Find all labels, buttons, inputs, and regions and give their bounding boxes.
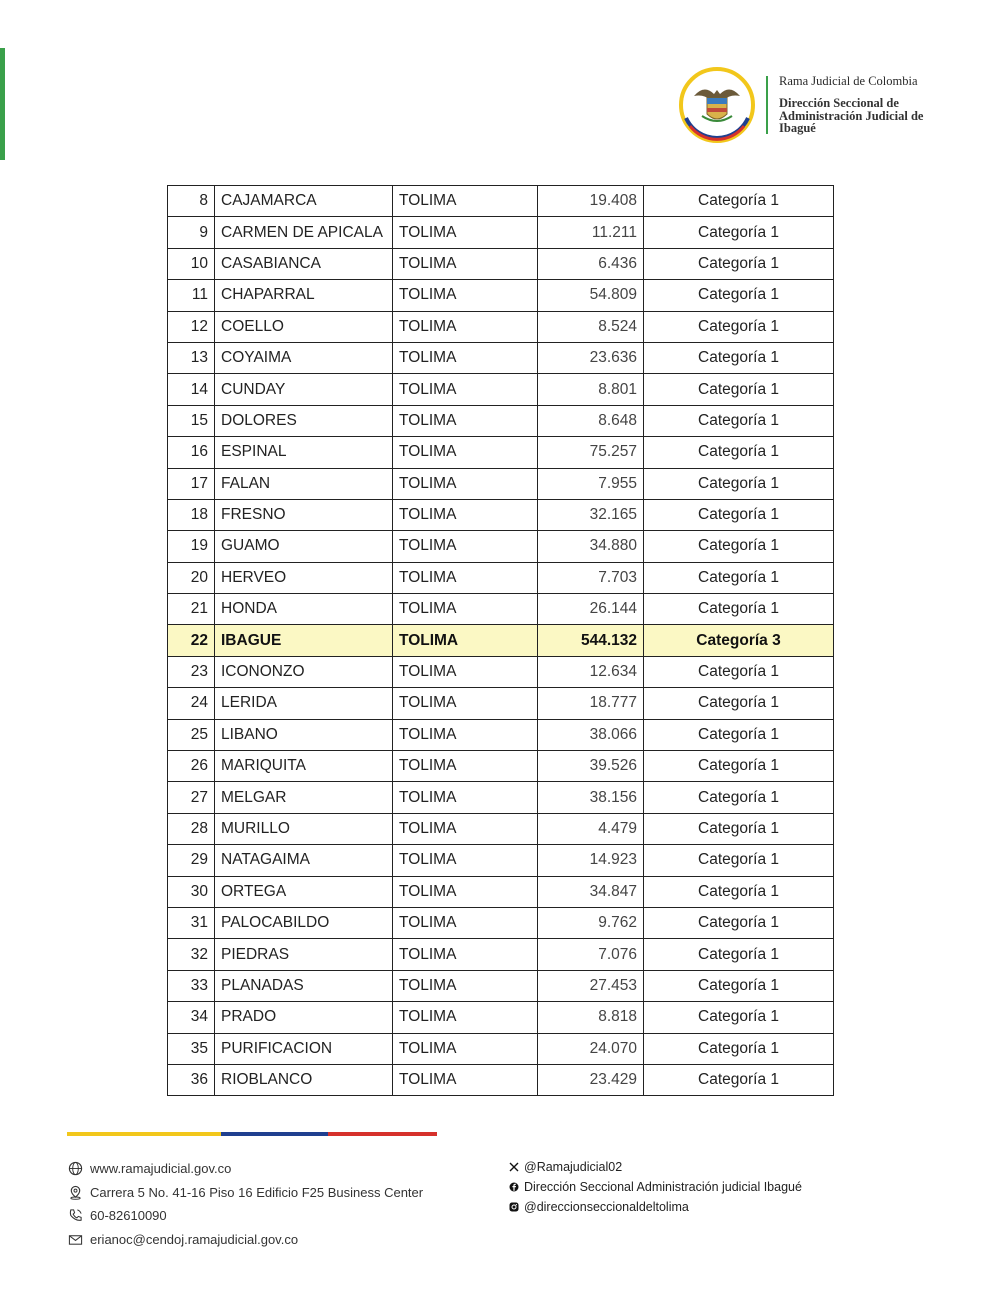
population-cell: 8.524 xyxy=(538,311,644,342)
table-row xyxy=(168,280,834,311)
category-cell: Categoría 1 xyxy=(644,939,834,970)
municipality-cell: MARIQUITA xyxy=(215,751,393,782)
municipality-cell: ESPINAL xyxy=(215,437,393,468)
table-row xyxy=(168,688,834,719)
department-cell: TOLIMA xyxy=(393,594,538,625)
department-cell: TOLIMA xyxy=(393,782,538,813)
category-cell: Categoría 1 xyxy=(644,782,834,813)
population-cell: 38.156 xyxy=(538,782,644,813)
x-twitter-icon xyxy=(508,1162,519,1173)
category-cell: Categoría 1 xyxy=(644,437,834,468)
municipality-cell: LERIDA xyxy=(215,688,393,719)
category-cell: Categoría 1 xyxy=(644,813,834,844)
category-cell: Categoría 1 xyxy=(644,248,834,279)
category-cell: Categoría 1 xyxy=(644,468,834,499)
department-cell: TOLIMA xyxy=(393,907,538,938)
department-cell: TOLIMA xyxy=(393,342,538,373)
population-cell: 23.429 xyxy=(538,1064,644,1095)
table-row xyxy=(168,186,834,217)
row-number-cell: 26 xyxy=(168,751,215,782)
org-name: Rama Judicial de Colombia xyxy=(779,74,918,88)
category-cell: Categoría 1 xyxy=(644,531,834,562)
table-row xyxy=(168,531,834,562)
population-cell: 7.703 xyxy=(538,562,644,593)
mail-icon xyxy=(67,1231,83,1247)
category-cell: Categoría 1 xyxy=(644,656,834,687)
address-line xyxy=(67,1181,423,1205)
row-number-cell: 25 xyxy=(168,719,215,750)
department-cell: TOLIMA xyxy=(393,688,538,719)
population-cell: 38.066 xyxy=(538,719,644,750)
population-cell: 19.408 xyxy=(538,186,644,217)
municipality-cell: PALOCABILDO xyxy=(215,907,393,938)
address-text: Carrera 5 No. 41-16 Piso 16 Edificio F25 Business Center xyxy=(90,1184,424,1200)
municipality-cell: CARMEN DE APICALA xyxy=(215,217,393,248)
phone-number[interactable]: 60-82610090 xyxy=(90,1208,167,1224)
population-cell: 12.634 xyxy=(538,656,644,687)
table-row xyxy=(168,499,834,530)
row-number-cell: 32 xyxy=(168,939,215,970)
department-cell: TOLIMA xyxy=(393,656,538,687)
population-cell: 75.257 xyxy=(538,437,644,468)
email-line[interactable] xyxy=(67,1228,423,1252)
population-cell: 54.809 xyxy=(538,280,644,311)
category-cell: Categoría 1 xyxy=(644,970,834,1001)
population-cell: 9.762 xyxy=(538,907,644,938)
municipality-cell: CASABIANCA xyxy=(215,248,393,279)
table-row xyxy=(168,719,834,750)
category-cell: Categoría 1 xyxy=(644,217,834,248)
department-cell: TOLIMA xyxy=(393,813,538,844)
category-cell: Categoría 1 xyxy=(644,1033,834,1064)
category-cell: Categoría 1 xyxy=(644,562,834,593)
row-number-cell: 31 xyxy=(168,907,215,938)
row-number-cell: 29 xyxy=(168,845,215,876)
row-number-cell: 15 xyxy=(168,405,215,436)
population-cell: 26.144 xyxy=(538,594,644,625)
table-row xyxy=(168,751,834,782)
municipality-cell: PRADO xyxy=(215,1002,393,1033)
phone-line[interactable] xyxy=(67,1204,423,1228)
table-row xyxy=(168,374,834,405)
municipality-cell: LIBANO xyxy=(215,719,393,750)
instagram-icon xyxy=(508,1202,519,1213)
row-number-cell: 23 xyxy=(168,656,215,687)
header-text xyxy=(779,74,929,135)
population-cell: 544.132 xyxy=(538,625,644,656)
location-pin-icon xyxy=(67,1184,83,1200)
row-number-cell: 19 xyxy=(168,531,215,562)
stripe-red xyxy=(328,1132,437,1136)
department-cell: TOLIMA xyxy=(393,939,538,970)
municipality-cell: GUAMO xyxy=(215,531,393,562)
municipality-cell: HERVEO xyxy=(215,562,393,593)
category-cell: Categoría 3 xyxy=(644,625,834,656)
table-row xyxy=(168,845,834,876)
category-cell: Categoría 1 xyxy=(644,907,834,938)
municipality-cell: HONDA xyxy=(215,594,393,625)
category-cell: Categoría 1 xyxy=(644,280,834,311)
website-line[interactable] xyxy=(67,1157,423,1181)
table-row xyxy=(168,876,834,907)
phone-icon xyxy=(67,1208,83,1224)
dept-name: Dirección Seccional de Administración Judicial de Ibagué xyxy=(779,96,924,135)
facebook-icon xyxy=(508,1182,519,1193)
row-number-cell: 12 xyxy=(168,311,215,342)
facebook-line[interactable] xyxy=(508,1177,802,1197)
coat-of-arms-seal-icon xyxy=(678,66,756,144)
department-cell: TOLIMA xyxy=(393,374,538,405)
municipality-cell: FRESNO xyxy=(215,499,393,530)
population-cell: 39.526 xyxy=(538,751,644,782)
category-cell: Categoría 1 xyxy=(644,845,834,876)
population-cell: 24.070 xyxy=(538,1033,644,1064)
twitter-handle[interactable]: @Ramajudicial02 xyxy=(524,1160,623,1174)
row-number-cell: 14 xyxy=(168,374,215,405)
row-number-cell: 27 xyxy=(168,782,215,813)
row-number-cell: 24 xyxy=(168,688,215,719)
facebook-page[interactable]: Dirección Seccional Administración judicial Ibagué xyxy=(524,1180,802,1194)
municipality-cell: RIOBLANCO xyxy=(215,1064,393,1095)
category-cell: Categoría 1 xyxy=(644,186,834,217)
category-cell: Categoría 1 xyxy=(644,311,834,342)
category-cell: Categoría 1 xyxy=(644,405,834,436)
municipality-cell: ORTEGA xyxy=(215,876,393,907)
category-cell: Categoría 1 xyxy=(644,1064,834,1095)
municipality-cell: FALAN xyxy=(215,468,393,499)
municipality-cell: CAJAMARCA xyxy=(215,186,393,217)
contact-info xyxy=(67,1157,423,1251)
category-cell: Categoría 1 xyxy=(644,499,834,530)
header-divider xyxy=(766,76,768,134)
department-cell: TOLIMA xyxy=(393,217,538,248)
row-number-cell: 20 xyxy=(168,562,215,593)
department-cell: TOLIMA xyxy=(393,845,538,876)
municipality-cell: COELLO xyxy=(215,311,393,342)
department-cell: TOLIMA xyxy=(393,1064,538,1095)
table-row xyxy=(168,970,834,1001)
municipality-cell: IBAGUE xyxy=(215,625,393,656)
table-body xyxy=(168,186,834,1096)
municipality-cell: CHAPARRAL xyxy=(215,280,393,311)
municipality-cell: MURILLO xyxy=(215,813,393,844)
population-cell: 8.648 xyxy=(538,405,644,436)
letterhead xyxy=(678,66,978,146)
population-cell: 11.211 xyxy=(538,217,644,248)
table-row xyxy=(168,813,834,844)
category-cell: Categoría 1 xyxy=(644,594,834,625)
population-cell: 18.777 xyxy=(538,688,644,719)
row-number-cell: 17 xyxy=(168,468,215,499)
footer-flag-stripe xyxy=(67,1132,437,1136)
department-cell: TOLIMA xyxy=(393,1033,538,1064)
category-cell: Categoría 1 xyxy=(644,688,834,719)
table-row xyxy=(168,405,834,436)
row-number-cell: 30 xyxy=(168,876,215,907)
website-link[interactable]: www.ramajudicial.gov.co xyxy=(90,1161,232,1177)
table-row xyxy=(168,468,834,499)
population-cell: 8.818 xyxy=(538,1002,644,1033)
municipality-cell: PLANADAS xyxy=(215,970,393,1001)
table-row xyxy=(168,594,834,625)
department-cell: TOLIMA xyxy=(393,531,538,562)
municipality-cell: CUNDAY xyxy=(215,374,393,405)
table-row xyxy=(168,939,834,970)
municipality-cell: PIEDRAS xyxy=(215,939,393,970)
table-row xyxy=(168,217,834,248)
population-cell: 7.955 xyxy=(538,468,644,499)
department-cell: TOLIMA xyxy=(393,280,538,311)
population-cell: 34.847 xyxy=(538,876,644,907)
table-row xyxy=(168,437,834,468)
department-cell: TOLIMA xyxy=(393,248,538,279)
population-cell: 34.880 xyxy=(538,531,644,562)
table-row xyxy=(168,656,834,687)
row-number-cell: 34 xyxy=(168,1002,215,1033)
globe-icon xyxy=(67,1161,83,1177)
department-cell: TOLIMA xyxy=(393,876,538,907)
table-row xyxy=(168,248,834,279)
municipalities-table xyxy=(167,185,834,1096)
row-number-cell: 10 xyxy=(168,248,215,279)
category-cell: Categoría 1 xyxy=(644,719,834,750)
email-link[interactable]: erianoc@cendoj.ramajudicial.gov.co xyxy=(90,1231,299,1247)
population-cell: 27.453 xyxy=(538,970,644,1001)
department-cell: TOLIMA xyxy=(393,1002,538,1033)
table-row xyxy=(168,1033,834,1064)
population-cell: 7.076 xyxy=(538,939,644,970)
row-number-cell: 9 xyxy=(168,217,215,248)
department-cell: TOLIMA xyxy=(393,186,538,217)
department-cell: TOLIMA xyxy=(393,405,538,436)
department-cell: TOLIMA xyxy=(393,970,538,1001)
department-cell: TOLIMA xyxy=(393,625,538,656)
social-links xyxy=(508,1157,802,1217)
table-row xyxy=(168,311,834,342)
municipality-cell: PURIFICACION xyxy=(215,1033,393,1064)
department-cell: TOLIMA xyxy=(393,751,538,782)
twitter-line[interactable] xyxy=(508,1157,802,1177)
municipality-cell: COYAIMA xyxy=(215,342,393,373)
table-row xyxy=(168,625,834,656)
population-cell: 14.923 xyxy=(538,845,644,876)
instagram-line[interactable] xyxy=(508,1197,802,1217)
population-cell: 6.436 xyxy=(538,248,644,279)
department-cell: TOLIMA xyxy=(393,562,538,593)
department-cell: TOLIMA xyxy=(393,499,538,530)
table-row xyxy=(168,1064,834,1095)
row-number-cell: 36 xyxy=(168,1064,215,1095)
population-cell: 4.479 xyxy=(538,813,644,844)
row-number-cell: 11 xyxy=(168,280,215,311)
row-number-cell: 18 xyxy=(168,499,215,530)
table-row xyxy=(168,562,834,593)
department-cell: TOLIMA xyxy=(393,311,538,342)
stripe-blue xyxy=(221,1132,328,1136)
department-cell: TOLIMA xyxy=(393,437,538,468)
population-cell: 23.636 xyxy=(538,342,644,373)
instagram-handle[interactable]: @direccionseccionaldeltolima xyxy=(524,1200,689,1214)
table-row xyxy=(168,907,834,938)
row-number-cell: 33 xyxy=(168,970,215,1001)
department-cell: TOLIMA xyxy=(393,468,538,499)
side-accent-bar xyxy=(0,48,5,160)
category-cell: Categoría 1 xyxy=(644,751,834,782)
category-cell: Categoría 1 xyxy=(644,374,834,405)
category-cell: Categoría 1 xyxy=(644,342,834,373)
table-row xyxy=(168,782,834,813)
population-cell: 8.801 xyxy=(538,374,644,405)
row-number-cell: 22 xyxy=(168,625,215,656)
row-number-cell: 21 xyxy=(168,594,215,625)
row-number-cell: 13 xyxy=(168,342,215,373)
row-number-cell: 8 xyxy=(168,186,215,217)
population-cell: 32.165 xyxy=(538,499,644,530)
table-row xyxy=(168,1002,834,1033)
table-row xyxy=(168,342,834,373)
category-cell: Categoría 1 xyxy=(644,876,834,907)
department-cell: TOLIMA xyxy=(393,719,538,750)
municipality-cell: ICONONZO xyxy=(215,656,393,687)
municipality-cell: NATAGAIMA xyxy=(215,845,393,876)
municipality-cell: DOLORES xyxy=(215,405,393,436)
stripe-yellow xyxy=(67,1132,221,1136)
municipality-cell: MELGAR xyxy=(215,782,393,813)
row-number-cell: 16 xyxy=(168,437,215,468)
row-number-cell: 28 xyxy=(168,813,215,844)
category-cell: Categoría 1 xyxy=(644,1002,834,1033)
row-number-cell: 35 xyxy=(168,1033,215,1064)
